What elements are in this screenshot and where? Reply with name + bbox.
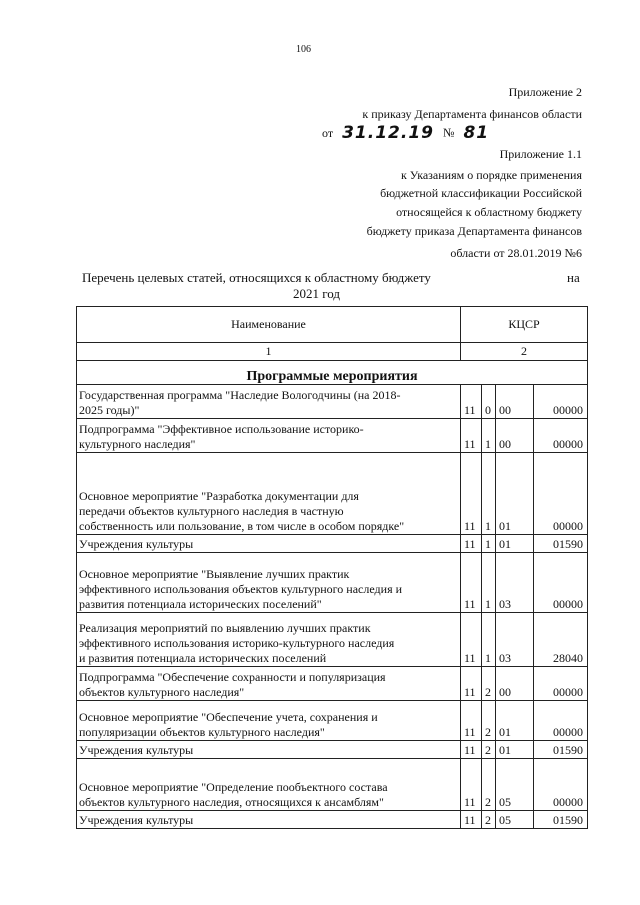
document-title: Перечень целевых статей, относящихся к областному бюджету [82,270,431,285]
header-instructions-line3: относящейся к областному бюджету [396,205,582,219]
kcsr-c3: 01 [496,535,534,553]
kcsr-c4: 00000 [534,759,588,811]
row-name-line: Учреждения культуры [79,743,194,757]
document-title-na: на [567,270,580,285]
row-name [77,811,461,829]
row-name-line: популяризации объектов культурного наследия" [79,725,325,739]
row-name-line: и развития потенциала исторических поселений [79,651,327,665]
row-name [77,419,461,453]
handwritten-date: 31.12.19 [342,123,434,143]
row-name [77,385,461,419]
kcsr-c1: 11 [461,419,482,453]
table-row [77,613,588,667]
kcsr-c1: 11 [461,741,482,759]
kcsr-c4: 00000 [534,453,588,535]
kcsr-c2: 2 [482,741,496,759]
kcsr-c2: 2 [482,701,496,741]
kcsr-c1: 11 [461,553,482,613]
row-name-line: Основное мероприятие "Определение пообъектного состава [79,780,388,794]
kcsr-c1: 11 [461,613,482,667]
row-name [77,613,461,667]
kcsr-c2: 1 [482,419,496,453]
row-name-line: Государственная программа "Наследие Вологодчины (на 2018- [79,388,401,402]
row-name-line: собственность или пользование, в том числе в особом порядке" [79,519,405,533]
kcsr-c4: 01590 [534,741,588,759]
header-number-label: № [442,125,455,140]
kcsr-c4: 28040 [534,613,588,667]
header-kcsr: КЦСР [461,307,588,343]
kcsr-c4: 00000 [534,385,588,419]
row-name-line: эффективного использования историко-культурного наследия [79,636,395,650]
kcsr-c4: 00000 [534,667,588,701]
row-name-line: Подпрограмма "Обеспечение сохранности и популяризация [79,670,386,684]
kcsr-c4: 00000 [534,419,588,453]
table-number-row [77,343,588,361]
table-row [77,535,588,553]
kcsr-c2: 0 [482,385,496,419]
kcsr-c2: 2 [482,667,496,701]
kcsr-c1: 11 [461,385,482,419]
section-row [77,361,588,385]
row-name-line: Основное мероприятие "Выявление лучших практик [79,567,350,581]
kcsr-c3: 00 [496,419,534,453]
row-name-line: эффективного использования объектов культурного наследия и [79,582,403,596]
section-title: Программые мероприятия [77,361,588,385]
page-number: 106 [296,44,311,55]
header-date-line [322,123,495,143]
kcsr-c1: 11 [461,811,482,829]
column-number-1: 1 [77,343,461,361]
table-row [77,553,588,613]
kcsr-c4: 00000 [534,553,588,613]
header-instructions-line4: бюджету приказа Департамента финансов [366,224,582,238]
kcsr-c1: 11 [461,535,482,553]
table-body [77,385,588,829]
kcsr-c2: 1 [482,553,496,613]
column-number-2: 2 [461,343,588,361]
row-name-line: Учреждения культуры [79,537,194,551]
handwritten-number: 81 [463,123,490,143]
kcsr-c2: 1 [482,613,496,667]
kcsr-c4: 01590 [534,811,588,829]
kcsr-c3: 01 [496,453,534,535]
table-row [77,667,588,701]
kcsr-c3: 01 [496,701,534,741]
row-name [77,759,461,811]
row-name-line: Основное мероприятие "Разработка документации для [79,489,359,503]
row-name [77,553,461,613]
kcsr-c1: 11 [461,701,482,741]
header-instructions-line5: области от 28.01.2019 №6 [450,246,582,260]
kcsr-c2: 1 [482,453,496,535]
kcsr-c4: 01590 [534,535,588,553]
kcsr-c1: 11 [461,667,482,701]
kcsr-c3: 05 [496,811,534,829]
row-name-line: Реализация мероприятий по выявлению лучших практик [79,621,371,635]
row-name [77,741,461,759]
row-name [77,535,461,553]
kcsr-c3: 01 [496,741,534,759]
row-name-line: Подпрограмма "Эффективное использование историко- [79,422,364,436]
row-name-line: Учреждения культуры [79,813,194,827]
table-row [77,741,588,759]
table-header-row [77,307,588,343]
row-name-line: развития потенциала исторических поселений" [79,597,322,611]
row-name [77,453,461,535]
row-name-line: Основное мероприятие "Обеспечение учета, сохранения и [79,710,378,724]
kcsr-c1: 11 [461,759,482,811]
table-row [77,759,588,811]
row-name-line: объектов культурного наследия" [79,685,245,699]
header-order-ref: к приказу Департамента финансов области [362,107,582,121]
table-row [77,385,588,419]
kcsr-c4: 00000 [534,701,588,741]
kcsr-c3: 03 [496,553,534,613]
header-date-prefix: от [322,125,334,140]
table-row [77,701,588,741]
row-name [77,667,461,701]
table-row [77,453,588,535]
row-name [77,701,461,741]
kcsr-c2: 2 [482,811,496,829]
kcsr-c3: 00 [496,385,534,419]
kcsr-c2: 2 [482,759,496,811]
kcsr-c3: 00 [496,667,534,701]
kcsr-table [76,306,588,829]
kcsr-c2: 1 [482,535,496,553]
row-name-line: объектов культурного наследия, относящихся к ансамблям" [79,795,384,809]
header-name: Наименование [77,307,461,343]
header-instructions-line1: к Указаниям о порядке применения [400,168,582,182]
row-name-line: культурного наследия" [79,437,196,451]
kcsr-c3: 03 [496,613,534,667]
header-appendix-2: Приложение 2 [508,85,582,99]
table-row [77,419,588,453]
header-appendix-1-1: Приложение 1.1 [499,147,582,161]
document-title-year: 2021 год [293,286,340,301]
table-row [77,811,588,829]
kcsr-c1: 11 [461,453,482,535]
row-name-line: 2025 годы)" [79,403,140,417]
header-instructions-line2: бюджетной классификации Российской [380,186,582,200]
row-name-line: передачи объектов культурного наследия в частную [79,504,344,518]
kcsr-c3: 05 [496,759,534,811]
